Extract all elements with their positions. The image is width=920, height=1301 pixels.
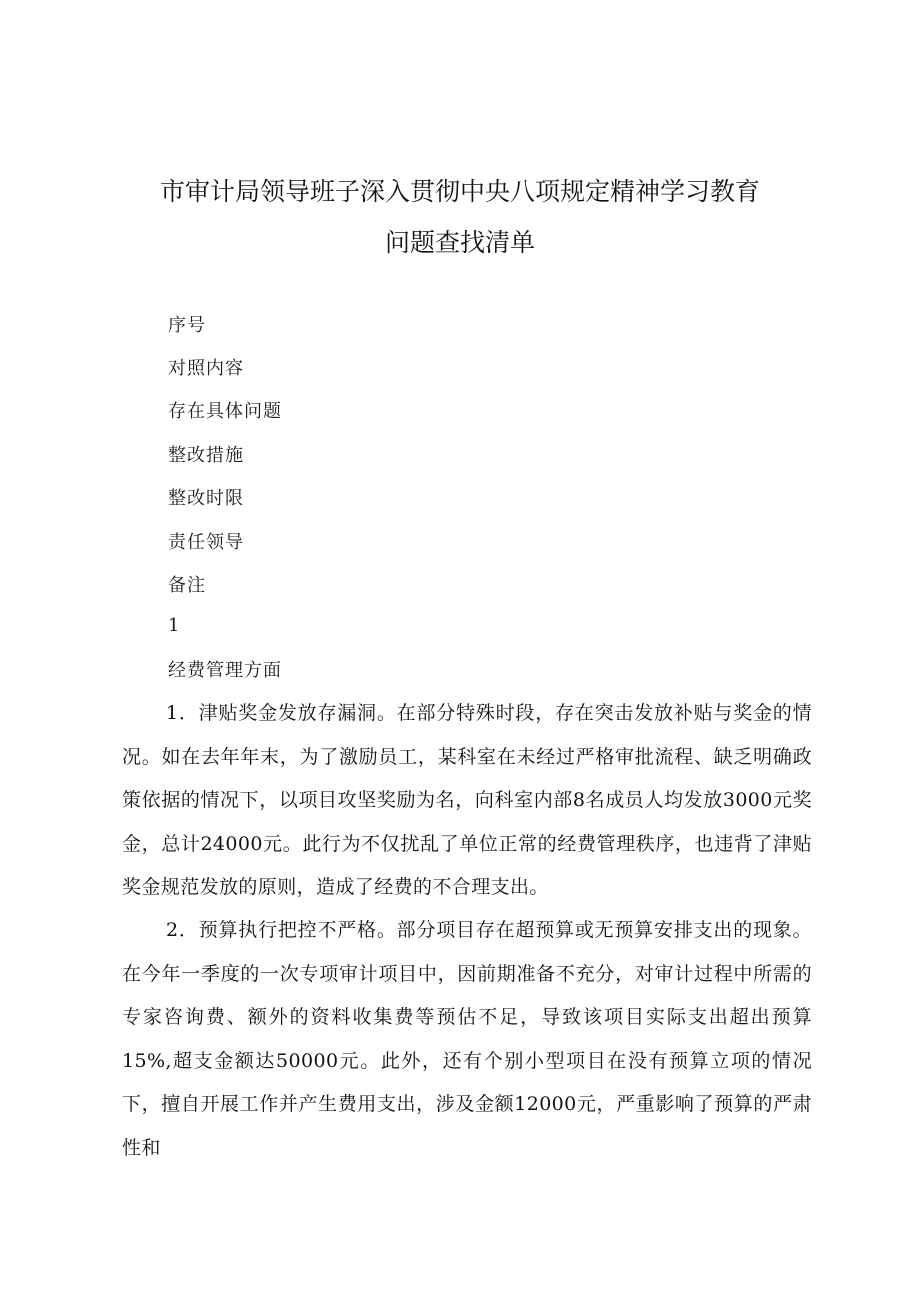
header-leader: 责任领导: [168, 532, 244, 553]
header-content: 对照内容: [168, 358, 244, 379]
header-seq: 序号: [168, 315, 206, 336]
document-title-line2: 问题查找清单: [384, 228, 535, 257]
document-title-line1: 市审计局领导班子深入贯彻中央八项规定精神学习教育: [159, 177, 760, 206]
row-category: 经费管理方面: [168, 660, 282, 681]
row-seq: 1: [168, 615, 181, 636]
header-measures: 整改措施: [168, 445, 244, 466]
header-deadline: 整改时限: [168, 488, 244, 509]
header-remarks: 备注: [168, 575, 206, 596]
header-problem: 存在具体问题: [168, 401, 282, 422]
problem-item-1: 1．津贴奖金发放存漏洞。在部分特殊时段，存在突击发放补贴与奖金的情况。如在去年年末，为了激励员工，某科室在未经过严格审批流程、缺乏明确政策依据的情况下，以项目攻坚奖励为名，向科室内部8名成员人均发放3000元奖金，总计24000元。此行为不仅扰乱了单位正常的经费管理秩序，也违背了津贴奖金规范发放的原则，造成了经费的不合理支出。: [122, 702, 812, 898]
problem-item-2: 2．预算执行把控不严格。部分项目存在超预算或无预算安排支出的现象。在今年一季度的一次专项审计项目中，因前期准备不充分，对审计过程中所需的专家咨询费、额外的资料收集费等预估不足，导致该项目实际支出超出预算15%,超支金额达50000元。此外，还有个别小型项目在没有预算立项的情况下，擅自开展工作并产生费用支出，涉及金额12000元，严重影响了预算的严肃性和: [122, 919, 812, 1159]
